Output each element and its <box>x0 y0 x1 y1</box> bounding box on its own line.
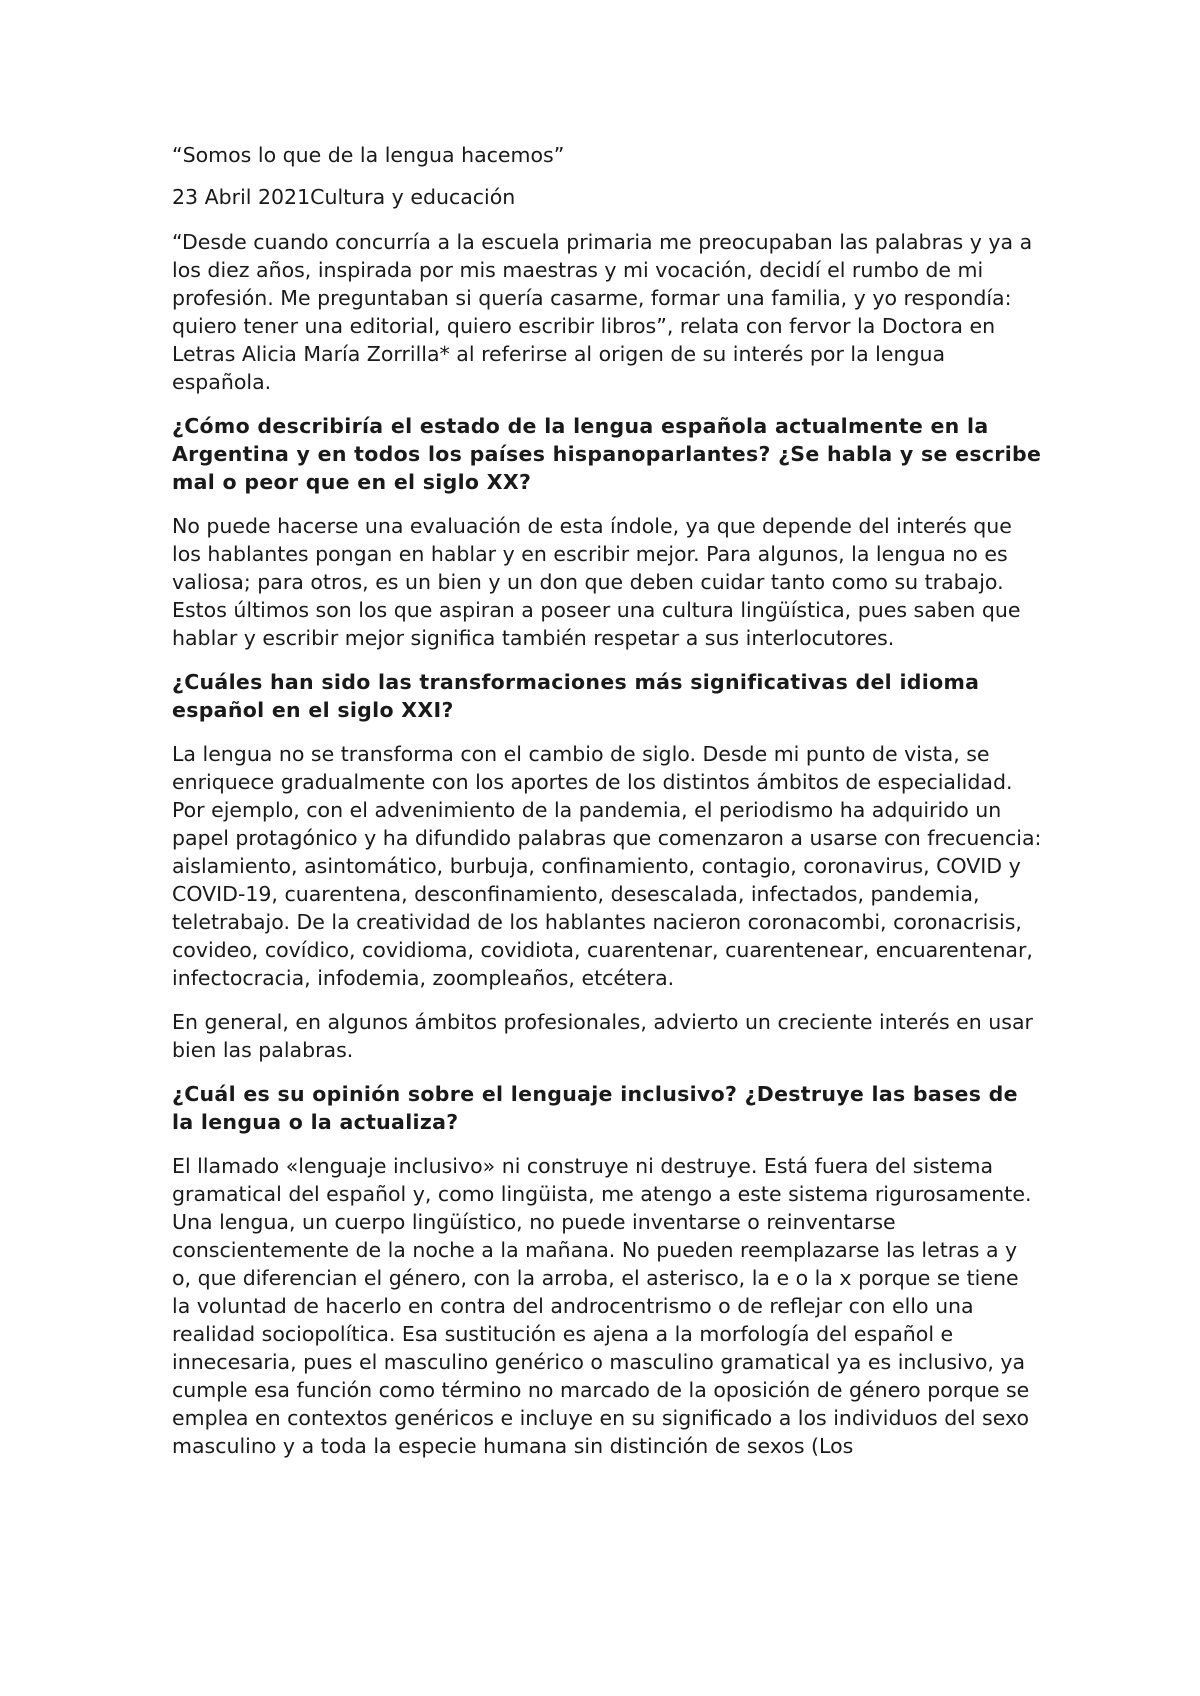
answer-2: La lengua no se transforma con el cambio de siglo. Desde mi punto de vista, se enriquece gradualmente con los aportes de los distintos ámbitos de especialidad. Por ejemplo, con el advenimiento de la pandemia, el periodismo ha adquirido un papel protagónico y ha difundido palabras que comenzaron a usarse con frecuencia: aislamiento, asintomático, burbuja, confinamiento, contagio, coronavirus, COVID y COVID-19, cuarentena, desconfinamiento, desescalada, infectados, pandemia, teletrabajo. De la creatividad de los hablantes nacieron coronacombi, coronacrisis, covideo, covídico, covidioma, covidiota, cuarentenar, cuarentenear, encuarentenar, infectocracia, infodemia, zoompleaños, etcétera. <box>172 742 1042 990</box>
answer-3: El llamado «lenguaje inclusivo» ni construye ni destruye. Está fuera del sistema gramatical del español y, como lingüista, me atengo a este sistema rigurosamente. Una lengua, un cuerpo lingüístico, no puede inventarse o reinventarse conscientemente de la noche a la mañana. No pueden reemplazarse las letras a y o, que diferencian el género, con la arroba, el asterisco, la e o la x porque se tiene la voluntad de hacerlo en contra del androcentrismo o de reflejar con ello una realidad sociopolítica. Esa sustitución es ajena a la morfología del español e innecesaria, pues el masculino genérico o masculino gramatical ya es inclusivo, ya cumple esa función como término no marcado de la oposición de género porque se emplea en contextos genéricos e incluye en su significado a los individuos del sexo masculino y a toda la especie humana sin distinción de sexos (Los <box>172 1154 1032 1458</box>
intro-paragraph: “Desde cuando concurría a la escuela primaria me preocupaban las palabras y ya a los diez años, inspirada por mis maestras y mi vocación, decidí el rumbo de mi profesión. Me preguntaban si quería casarme, formar una familia, y yo respondía: quiero tener una editorial, quiero escribir libros”, relata con fervor la Doctora en Letras Alicia María Zorrilla* al referirse al origen de su interés por la lengua española. <box>172 230 1033 394</box>
document-page <box>172 141 1042 1476</box>
article-title: “Somos lo que de la lengua hacemos” <box>172 143 565 167</box>
answer-1: No puede hacerse una evaluación de esta índole, ya que depende del interés que los hablantes pongan en hablar y en escribir mejor. Para algunos, la lengua no es valiosa; para otros, es un bien y un don que deben cuidar tanto como su trabajo. Estos últimos son los que aspiran a poseer una cultura lingüística, pues saben que hablar y escribir mejor significa también respetar a sus interlocutores. <box>172 514 1021 650</box>
question-1: ¿Cómo describiría el estado de la lengua española actualmente en la Argentina y en todos los países hispanoparlantes? ¿Se habla y se escribe mal o peor que en el siglo XX? <box>172 414 1042 494</box>
answer-2-continued: En general, en algunos ámbitos profesionales, advierto un creciente interés en usar bien las palabras. <box>172 1010 1033 1062</box>
question-3: ¿Cuál es su opinión sobre el lenguaje inclusivo? ¿Destruye las bases de la lengua o la actualiza? <box>172 1082 1018 1134</box>
question-2: ¿Cuáles han sido las transformaciones más significativas del idioma español en el siglo XXI? <box>172 670 980 722</box>
date-category: 23 Abril 2021Cultura y educación <box>172 185 516 209</box>
